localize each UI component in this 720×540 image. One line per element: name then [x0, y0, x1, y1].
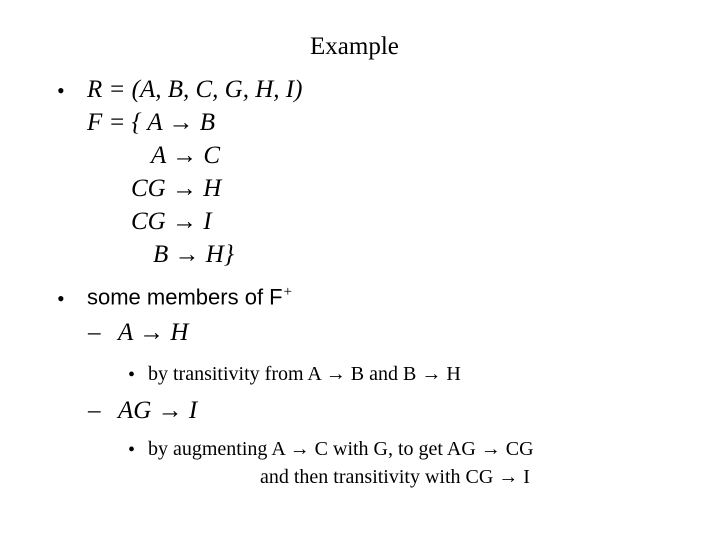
reason-transitivity: by transitivity from A → B and B → H [148, 363, 461, 385]
bullet-marker: • [57, 286, 65, 311]
fd-a-c: A → C [151, 142, 220, 169]
slide-title: Example [310, 33, 399, 60]
subbullet-marker: • [128, 439, 136, 461]
fd-b-h-close: B → H} [153, 241, 234, 268]
relation-schema: R = (A, B, C, G, H, I) [87, 76, 303, 103]
subitem-dash: – [88, 319, 101, 346]
bullet-marker: • [57, 78, 65, 103]
reason-augmentation-cont: and then transitivity with CG → I [260, 466, 530, 488]
closure-superscript: + [282, 284, 293, 300]
reason-augmentation: by augmenting A → C with G, to get AG → CG [148, 438, 534, 460]
subitem-dash: – [88, 397, 101, 424]
fd-cg-i: CG → I [131, 208, 212, 235]
fd-cg-h: CG → H [131, 175, 222, 202]
derived-fd-ag-i: AG → I [118, 397, 198, 424]
derived-fd-a-h: A → H [118, 319, 189, 346]
closure-heading: some members of F+ [87, 284, 293, 310]
fd-set-open: F = { A → B [87, 109, 216, 136]
subbullet-marker: • [128, 364, 136, 386]
